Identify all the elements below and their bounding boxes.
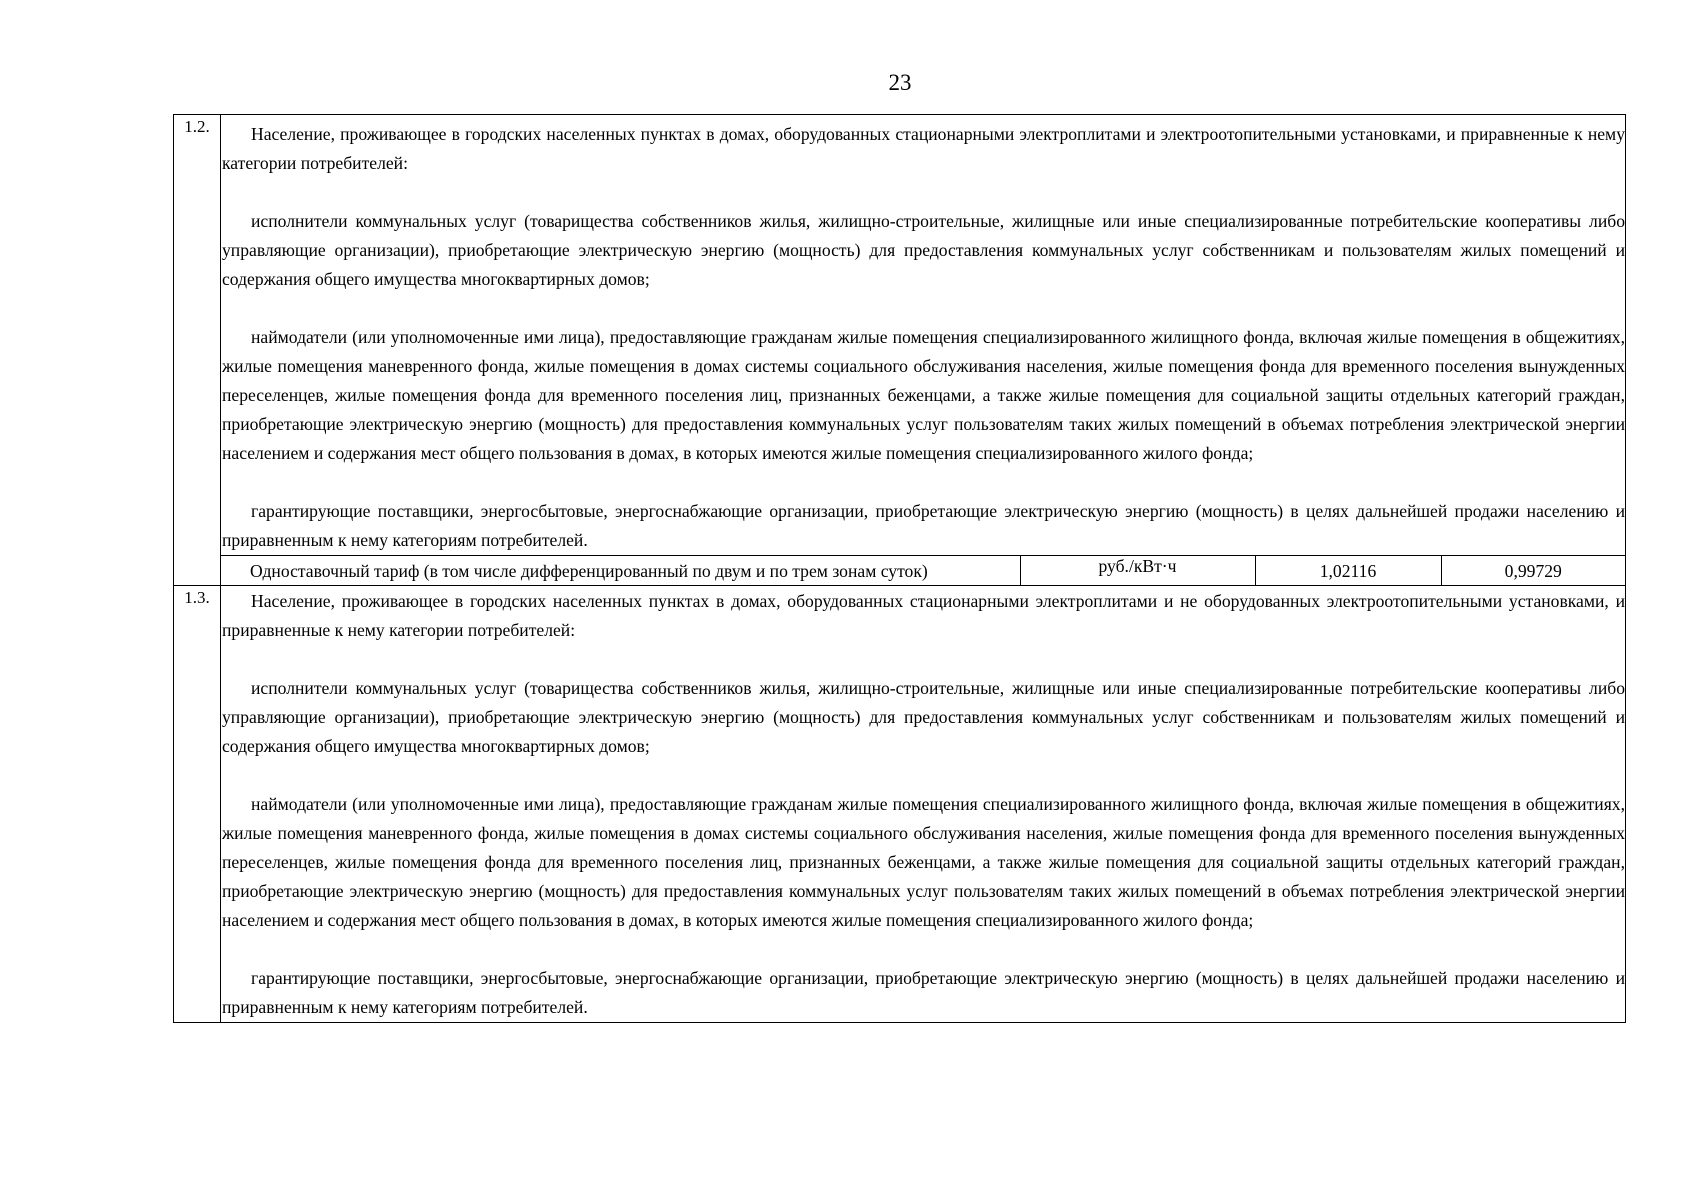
- tariff-values-table: [221, 556, 1625, 585]
- page-number: 23: [888, 70, 912, 95]
- tariff-name: Одноставочный тариф (в том числе дифференцированный по двум и по трем зонам суток): [250, 560, 928, 581]
- section-1-3-paragraph: гарантирующие поставщики, энергосбытовые, энергоснабжающие организации, приобретающие электрическую энергию (мощность) в целях дальнейшей продажи населению и приравненным к нему категориям потребителей.: [222, 968, 1625, 1017]
- section-1-2-paragraph: исполнители коммунальных услуг (товарищества собственников жилья, жилищно-строительные, жилищные или иные специализированные потребительские кооперативы либо управляющие организации), приобретающие электрическую энергию (мощность) для предоставления коммунальных услуг собственникам и пользователям жилых помещений и содержания общего имущества многоквартирных домов;: [222, 211, 1625, 289]
- section-row-1-2: [174, 115, 1626, 556]
- section-1-3-paragraph: Население, проживающее в городских населенных пунктах в домах, оборудованных стационарными электроплитами и не оборудованных электроотопительными установками, и приравненные к нему категории потребителей:: [222, 591, 1625, 640]
- section-1-2-paragraph: гарантирующие поставщики, энергосбытовые, энергоснабжающие организации, приобретающие электрическую энергию (мощность) в целях дальнейшей продажи населению и приравненным к нему категориям потребителей.: [222, 501, 1625, 550]
- section-1-3-paragraph: наймодатели (или уполномоченные ими лица), предоставляющие гражданам жилые помещения специализированного жилищного фонда, включая жилые помещения в общежитиях, жилые помещения маневренного фонда, жилые помещения в домах системы социального обслуживания населения, жилые помещения фонда для временного поселения вынужденных переселенцев, жилые помещения фонда для временного поселения лиц, признанных беженцами, а также жилые помещения для социальной защиты отдельных категорий граждан, приобретающие электрическую энергию (мощность) для предоставления коммунальных услуг пользователям таких жилых помещений в объемах потребления электрической энергии населением и содержания мест общего пользования в домах, в которых имеются жилые помещения специализированного жилого фонда;: [222, 794, 1625, 930]
- section-1-2-paragraph: Население, проживающее в городских населенных пунктах в домах, оборудованных стационарными электроплитами и электроотопительными установками, и приравненные к нему категории потребителей:: [222, 124, 1625, 173]
- section-description-1-2: [221, 115, 1626, 556]
- section-number-1-2: 1.2.: [174, 115, 221, 586]
- tariff-table: [173, 114, 1626, 1023]
- section-row-1-3: [174, 586, 1626, 1023]
- tariff-unit: руб./кВт·ч: [1020, 556, 1255, 585]
- section-number-1-3: 1.3.: [174, 586, 221, 1023]
- section-1-3-paragraph: исполнители коммунальных услуг (товарищества собственников жилья, жилищно-строительные, жилищные или иные специализированные потребительские кооперативы либо управляющие организации), приобретающие электрическую энергию (мощность) для предоставления коммунальных услуг собственникам и пользователям жилых помещений и содержания общего имущества многоквартирных домов;: [222, 678, 1625, 756]
- section-description-1-3: [221, 586, 1626, 1023]
- section-1-2-paragraph: наймодатели (или уполномоченные ими лица), предоставляющие гражданам жилые помещения специализированного жилищного фонда, включая жилые помещения в общежитиях, жилые помещения маневренного фонда, жилые помещения в домах системы социального обслуживания населения, жилые помещения фонда для временного поселения вынужденных переселенцев, жилые помещения фонда для временного поселения лиц, признанных беженцами, а также жилые помещения для социальной защиты отдельных категорий граждан, приобретающие электрическую энергию (мощность) для предоставления коммунальных услуг пользователям таких жилых помещений в объемах потребления электрической энергии населением и содержания мест общего пользования в домах, в которых имеются жилые помещения специализированного жилого фонда;: [222, 327, 1625, 463]
- tariff-value-second-half: 0,99729: [1441, 556, 1625, 585]
- tariff-value-first-half: 1,02116: [1255, 556, 1441, 585]
- tariff-row-1-2: [174, 556, 1626, 586]
